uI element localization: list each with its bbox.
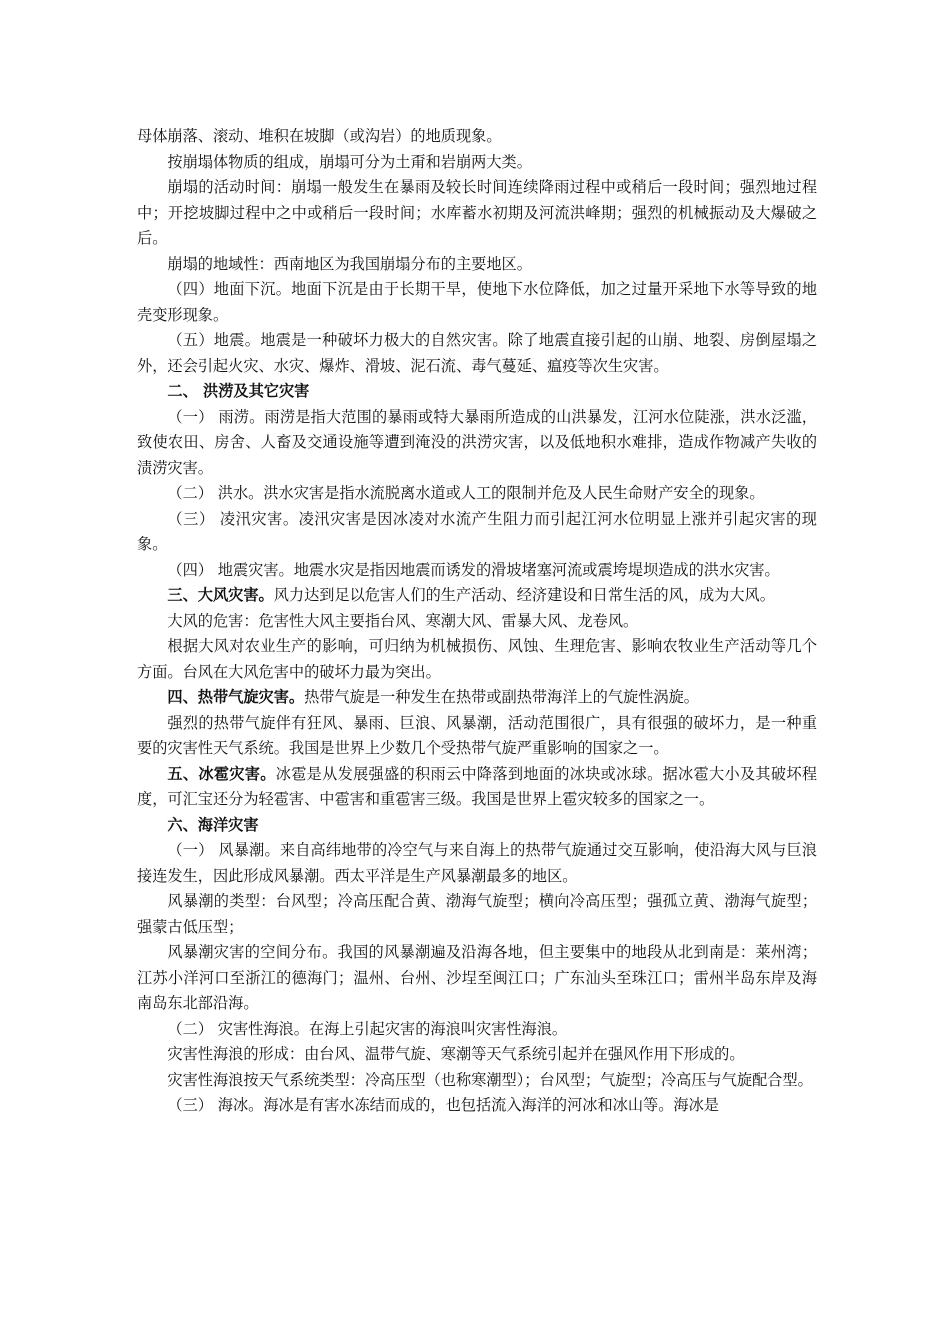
paragraph bbox=[137, 405, 817, 482]
paragraph bbox=[137, 481, 817, 507]
paragraph-text: 母体崩落、滚动、堆积在坡脚（或沟岩）的地质现象。 bbox=[137, 127, 502, 145]
paragraph bbox=[137, 124, 817, 150]
paragraph-text: 崩塌的活动时间：崩塌一般发生在暴雨及较长时间连续降雨过程中或稍后一段时间；强烈地过程中；开挖坡脚过程中之中或稍后一段时间；水库蓄水初期及河流洪峰期；强烈的机械振动及大爆破之后。 bbox=[137, 178, 817, 247]
paragraph bbox=[137, 175, 817, 252]
section-heading-text: 二、 洪涝及其它灾害 bbox=[167, 382, 310, 400]
paragraph-text: （一） 风暴潮。来自高纬地带的冷空气与来自海上的热带气旋通过交互影响，使沿海大风与巨浪接连发生，因此形成风暴潮。西太平洋是生产风暴潮最多的地区。 bbox=[137, 841, 817, 885]
paragraph-text: 灾害性海浪的形成：由台风、温带气旋、寒潮等天气系统引起并在强风作用下形成的。 bbox=[167, 1045, 745, 1063]
paragraph-text: （三） 海冰。海冰是有害水冻结而成的，也包括流入海洋的河冰和冰山等。海冰是 bbox=[167, 1096, 719, 1114]
paragraph-text: （四）地面下沉。地面下沉是由于长期干旱，使地下水位降低，加之过量开采地下水等导致的地壳变形现象。 bbox=[137, 280, 817, 324]
paragraph-text: （一） 雨涝。雨涝是指大范围的暴雨或特大暴雨所造成的山洪暴发，江河水位陡涨，洪水泛滥，致使农田、房舍、人畜及交通设施等遭到淹没的洪涝灾害，以及低地积水难排，造成作物减产失收的渍涝灾害。 bbox=[137, 407, 817, 477]
paragraph bbox=[137, 1068, 817, 1094]
section-heading-inline: 四、热带气旋灾害。 bbox=[167, 688, 305, 706]
paragraph bbox=[137, 252, 817, 278]
paragraph-text: （二） 灾害性海浪。在海上引起灾害的海浪叫灾害性海浪。 bbox=[167, 1019, 568, 1038]
paragraph bbox=[137, 507, 817, 558]
paragraph bbox=[137, 558, 817, 584]
paragraph-text: 风暴潮灾害的空间分布。我国的风暴潮遍及沿海各地，但主要集中的地段从北到南是：莱州湾；江苏小洋河口至浙江的德海门；温州、台州、沙埕至闽江口；广东汕头至珠江口；雷州半岛东岸及海南岛东北部沿海。 bbox=[137, 943, 817, 1012]
paragraph-text: 风暴潮的类型：台风型；冷高压配合黄、渤海气旋型；横向冷高压型；强孤立黄、渤海气旋型；强蒙古低压型； bbox=[137, 892, 817, 936]
paragraph bbox=[137, 1017, 817, 1043]
paragraph bbox=[137, 711, 817, 762]
section-heading bbox=[137, 813, 817, 839]
paragraph bbox=[137, 838, 817, 889]
paragraph-text: 热带气旋是一种发生在热带或副热带海洋上的气旋性涡旋。 bbox=[304, 688, 699, 706]
paragraph-text: 根据大风对农业生产的影响，可归纳为机械损伤、风蚀、生理危害、影响农牧业生产活动等几个方面。台风在大风危害中的破坏力最为突出。 bbox=[137, 637, 817, 681]
document-body bbox=[137, 124, 817, 1119]
paragraph bbox=[137, 150, 817, 176]
paragraph-text: 冰雹是从发展强盛的积雨云中降落到地面的冰块或冰球。据冰雹大小及其破坏程度，可汇宝还分为轻雹害、中雹害和重雹害三级。我国是世界上雹灾较多的国家之一。 bbox=[137, 764, 818, 808]
paragraph-text: 大风的危害：危害性大风主要指台风、寒潮大风、雷暴大风、龙卷风。 bbox=[167, 611, 639, 630]
paragraph-text: 崩塌的地域性：西南地区为我国崩塌分布的主要地区。 bbox=[167, 254, 532, 273]
paragraph bbox=[137, 583, 817, 609]
section-heading bbox=[137, 379, 817, 405]
paragraph bbox=[137, 277, 817, 328]
paragraph-text: （二） 洪水。洪水灾害是指水流脱离水道或人工的限制并危及人民生命财产安全的现象。 bbox=[167, 484, 765, 502]
paragraph-text: 灾害性海浪按天气系统类型：冷高压型（也称寒潮型）；台风型；气旋型；冷高压与气旋配合型。 bbox=[167, 1070, 813, 1089]
paragraph-text: （四） 地震灾害。地震水灾是指因地震而诱发的滑坡堵塞河流或震垮堤坝造成的洪水灾害。 bbox=[167, 560, 780, 579]
paragraph bbox=[137, 762, 817, 813]
paragraph bbox=[137, 940, 817, 1017]
paragraph bbox=[137, 889, 817, 940]
paragraph-text: （五）地震。地震是一种破坏力极大的自然灾害。除了地震直接引起的山崩、地裂、房倒屋塌之外，还会引起火灾、水灾、爆炸、滑坡、泥石流、毒气蔓延、瘟疫等次生灾害。 bbox=[137, 331, 817, 375]
paragraph bbox=[137, 609, 817, 635]
section-heading-inline: 三、大风灾害。 bbox=[167, 586, 274, 604]
paragraph-text: （三） 凌汛灾害。凌汛灾害是因冰凌对水流产生阻力而引起江河水位明显上涨并引起灾害的现象。 bbox=[137, 509, 817, 553]
paragraph-text: 强烈的热带气旋伴有狂风、暴雨、巨浪、风暴潮，活动范围很广，具有很强的破坏力，是一种重要的灾害性天气系统。我国是世界上少数几个受热带气旋严重影响的国家之一。 bbox=[137, 713, 817, 757]
paragraph bbox=[137, 685, 817, 711]
paragraph bbox=[137, 328, 817, 379]
section-heading-inline: 五、冰雹灾害。 bbox=[167, 764, 276, 783]
paragraph bbox=[137, 1093, 817, 1119]
paragraph bbox=[137, 634, 817, 685]
paragraph-text: 按崩塌体物质的组成，崩塌可分为土甭和岩崩两大类。 bbox=[167, 152, 532, 171]
paragraph bbox=[137, 1042, 817, 1068]
section-heading-text: 六、海洋灾害 bbox=[167, 815, 259, 834]
paragraph-text: 风力达到足以危害人们的生产活动、经济建设和日常生活的风，成为大风。 bbox=[273, 586, 775, 604]
